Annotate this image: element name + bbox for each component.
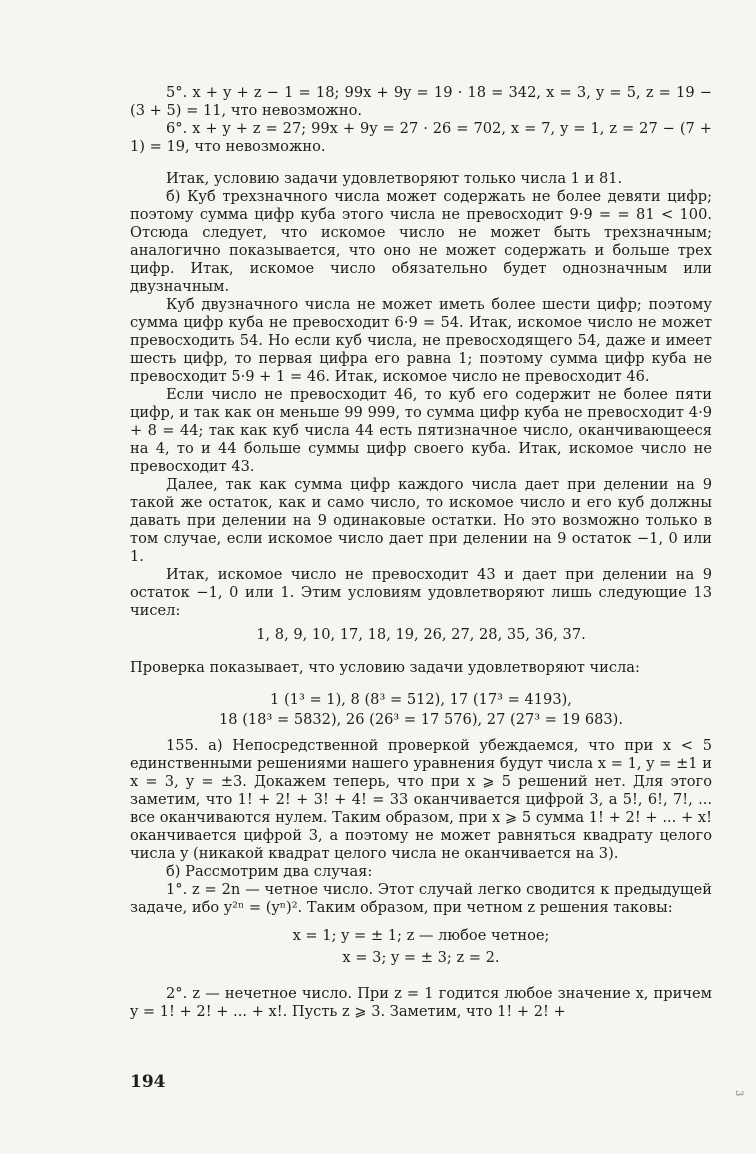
paragraph-13-numbers: Итак, искомое число не превосходит 43 и дает при делении на 9 остаток −1, 0 или 1. Этим условиям удовлетворяют лишь следующие 13 чисел: — [130, 566, 712, 619]
page-body — [130, 84, 712, 1021]
verification-line: Проверка показывает, что условию задачи удовлетворяют числа: — [130, 658, 640, 676]
case1-equation-1: x = 1; y = ± 1; z — любое четное; — [292, 927, 550, 945]
problem-155-b: б) Рассмотрим два случая: — [166, 863, 373, 881]
case1-equation-2: x = 3; y = ± 3; z = 2. — [342, 949, 500, 967]
problem-155-a: 155. а) Непосредственной проверкой убеждаемся, что при x < 5 единственными решениями нашего уравнения будут числа x = 1, y = ±1 и x = 3, y = ±3. Докажем теперь, что при x ⩾ 5 решений нет. Для этого заметим, что 1! + 2! + 3! + 4! = 33 оканчивается цифрой 3, а 5!, 6!, 7!, ... все оканчиваются нулем. Таким образом, при x ⩾ 5 сумма 1! + 2! + ... + x! оканчивается цифрой 3, а поэтому не может равняться квадрату целого числа y (никакой квадрат целого числа не оканчивается на 3). — [130, 737, 712, 863]
problem-155-case2: 2°. z — нечетное число. При z = 1 годится любое значение x, причем y = 1! + 2! + ... + x!. Пусть z ⩾ 3. Заметим, что 1! + 2! + — [130, 985, 712, 1021]
paragraph-case5: 5°. x + y + z − 1 = 18; 99x + 9y = 19 · 18 = 342, x = 3, y = 5, z = 19 − (3 + 5) = 11, что невозможно. — [130, 84, 712, 119]
verification-equation-1: 1 (1³ = 1), 8 (8³ = 512), 17 (17³ = 4193), — [270, 691, 572, 709]
spacer — [130, 156, 712, 170]
list-of-13-numbers: 1, 8, 9, 10, 17, 18, 19, 26, 27, 28, 35, 36, 37. — [256, 626, 586, 643]
paragraph-conclusion-a: Итак, условию задачи удовлетворяют только числа 1 и 81. — [166, 170, 623, 187]
paragraph-two-digit: Куб двузначного числа не может иметь более шести цифр; поэтому сумма цифр куба не превосходит 6·9 = 54. Итак, искомое число не может превосходить 54. Но если куб числа, не превосходящего 54, даже и имеет шесть цифр, то первая цифра его равна 1; поэтому сумма цифр куба не превосходит 5·9 + 1 = 46. Итак, искомое число не превосходит 46. — [130, 296, 712, 385]
page-number: 194 — [130, 1072, 166, 1092]
paragraph-part-b: б) Куб трехзначного числа может содержать не более девяти цифр; поэтому сумма цифр куба этого числа не превосходит 9·9 = = 81 < 100. Отсюда следует, что искомое число не может быть трехзначным; аналогично показывается, что оно не может содержать и больше трех цифр. Итак, искомое число обязательно будет однозначным или двузначным. — [130, 188, 712, 295]
problem-155-case1: 1°. z = 2n — четное число. Этот случай легко сводится к предыдущей задаче, ибо y²ⁿ = (yⁿ)². Таким образом, при четном z решения таковы: — [130, 881, 712, 917]
verification-equation-2: 18 (18³ = 5832), 26 (26³ = 17 576), 27 (27³ = 19 683). — [218, 711, 624, 729]
paragraph-remainders: Далее, так как сумма цифр каждого числа дает при делении на 9 такой же остаток, как и само число, то искомое число и его куб должны давать при делении на 9 одинаковые остатки. Но это возможно только в том случае, если искомое число дает при делении на 9 остаток −1, 0 или 1. — [130, 476, 712, 565]
paragraph-case6: 6°. x + y + z = 27; 99x + 9y = 27 · 26 = 702, x = 7, y = 1, z = 27 − (7 + 1) = 19, что невозможно. — [130, 120, 712, 155]
paragraph-below-46: Если число не превосходит 46, то куб его содержит не более пяти цифр, и так как он меньше 99 999, то сумма цифр куба не превосходит 4·9 + 8 = 44; так как куб числа 44 есть пятизначное число, оканчивающееся на 4, то и 44 больше суммы цифр своего куба. Итак, искомое число не превосходит 43. — [130, 386, 712, 475]
edge-mark: 3 — [733, 1090, 744, 1097]
